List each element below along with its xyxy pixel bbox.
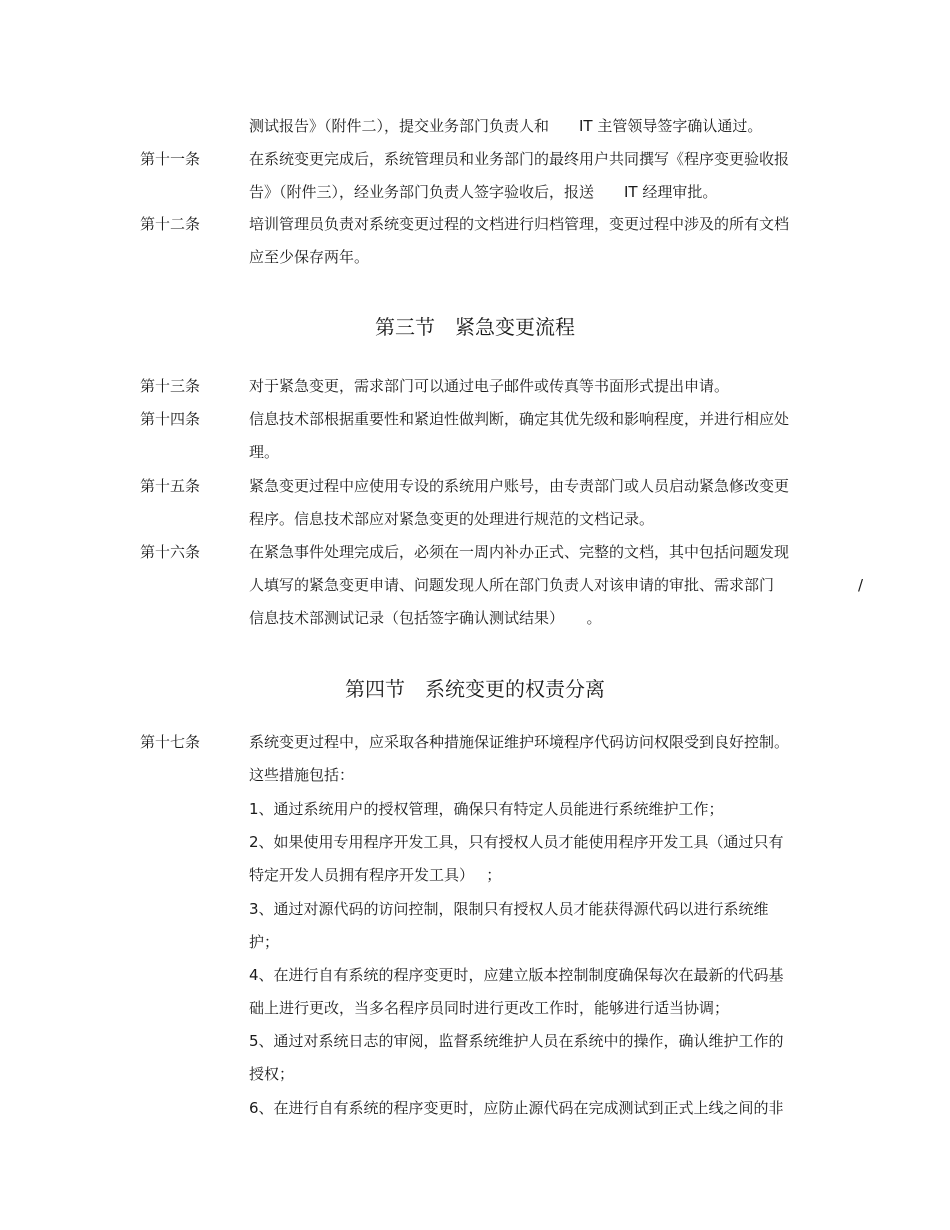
text-line: 程序。信息技术部应对紧急变更的处理进行规范的文档记录。 <box>249 510 655 528</box>
article-label: 第十四条 <box>140 410 201 428</box>
article-label: 第十六条 <box>140 543 201 561</box>
text-line: 在系统变更完成后，系统管理员和业务部门的最终用户共同撰写《程序变更验收报 <box>249 150 790 168</box>
text-line: 特定开发人员拥有程序开发工具） ； <box>249 866 502 884</box>
article-label: 第十五条 <box>140 477 201 495</box>
list-item: 5、通过对系统日志的审阅，监督系统维护人员在系统中的操作，确认维护工作的 <box>249 1032 784 1050</box>
list-item: 2、如果使用专用程序开发工具，只有授权人员才能使用程序开发工具（通过只有 <box>249 833 784 851</box>
article-label: 第十七条 <box>140 733 201 751</box>
text-line: 紧急变更过程中应使用专设的系统用户账号，由专责部门或人员启动紧急修改变更 <box>249 477 790 495</box>
article-label: 第十二条 <box>140 215 201 233</box>
text-line: 告》（附件三），经业务部门负责人签字验收后，报送 IT 经理审批。 <box>249 183 718 201</box>
slash-mark: / <box>858 576 864 594</box>
article-label: 第十三条 <box>140 377 201 395</box>
text-line: 这些措施包括： <box>249 766 355 784</box>
text-line: 护； <box>249 933 280 951</box>
section-heading: 第三节 紧急变更流程 <box>375 315 575 339</box>
list-item: 3、通过对源代码的访问控制，限制只有授权人员才能获得源代码以进行系统维 <box>249 900 769 918</box>
text-line: 人填写的紧急变更申请、问题发现人所在部门负责人对该申请的审批、需求部门 <box>249 576 775 594</box>
text-line: 理。 <box>249 443 280 461</box>
text-line: 培训管理员负责对系统变更过程的文档进行归档管理，变更过程中涉及的所有文档 <box>249 215 790 233</box>
text-line: 在紧急事件处理完成后，必须在一周内补办正式、完整的文档，其中包括问题发现 <box>249 543 790 561</box>
text-line: 信息技术部根据重要性和紧迫性做判断，确定其优先级和影响程度，并进行相应处 <box>249 410 790 428</box>
text-line: 系统变更过程中，应采取各种措施保证维护环境程序代码访问权限受到良好控制。 <box>249 733 790 751</box>
section-heading: 第四节 系统变更的权责分离 <box>345 677 605 701</box>
text-line: 测试报告》（附件二），提交业务部门负责人和 IT 主管领导签字确认通过。 <box>249 117 763 135</box>
list-item: 4、在进行自有系统的程序变更时，应建立版本控制制度确保每次在最新的代码基 <box>249 966 784 984</box>
list-item: 6、在进行自有系统的程序变更时，应防止源代码在完成测试到正式上线之间的非 <box>249 1099 784 1117</box>
article-label: 第十一条 <box>140 150 201 168</box>
list-item: 1、通过系统用户的授权管理，确保只有特定人员能进行系统维护工作； <box>249 800 724 818</box>
text-line: 应至少保存两年。 <box>249 248 370 266</box>
text-line: 信息技术部测试记录（包括签字确认测试结果） 。 <box>249 609 602 627</box>
text-line: 对于紧急变更，需求部门可以通过电子邮件或传真等书面形式提出申请。 <box>249 377 730 395</box>
text-line: 础上进行更改，当多名程序员同时进行更改工作时，能够进行适当协调； <box>249 999 730 1017</box>
text-line: 授权； <box>249 1065 295 1083</box>
